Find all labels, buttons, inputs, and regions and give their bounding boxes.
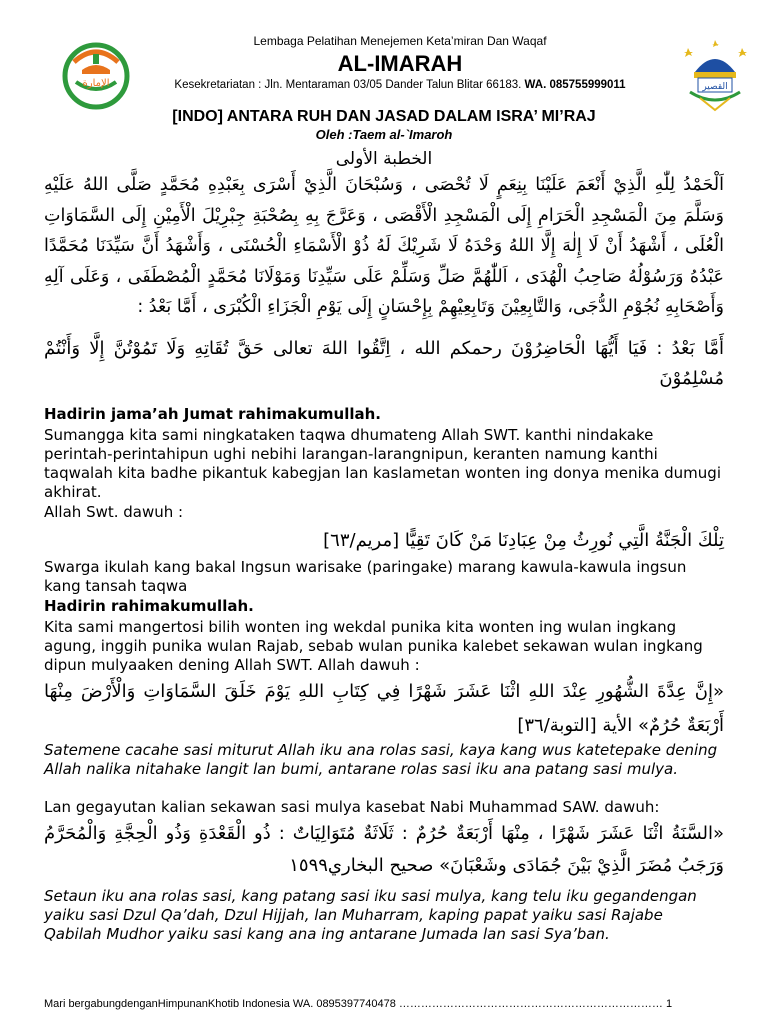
rajab-paragraph: Kita sami mangertosi bilih wonten ing wekdal punika kita wonten ing wulan ingkang agung, inggih punika wulan Rajab, sebab wulan punika kalebet sekawan wulan ingkang dipun mulyaaken dening Allah SWT. Allah dawuh : [44, 618, 703, 674]
organization-line: Lembaga Pelatihan Menejemen Keta’miran Dan Waqaf [253, 34, 547, 48]
address-text: Kesekretariatan : Jln. Mentaraman 03/05 Dander Talun Blitar 66183. [174, 79, 522, 91]
letterhead-text [140, 34, 660, 93]
hadith-arabic: «السَّنَةُ اثْنَا عَشَرَ شَهْرًا ، مِنْهَا أَرْبَعَةٌ حُرُمٌ : ثَلَاثَةٌ مُتَوَالِيَاتٌ : ذُو الْقَعْدَةِ وَذُو الْحِجَّةِ وَالْمُحَرَّمُ وَرَجَبُ مُضَرَ الَّذِيْ بَيْنَ جُمَادَى وشَعْبَانَ» صحيح البخاري١٥٩٩ [44, 823, 724, 876]
verse-taubah-translation: Satemene cacahe sasi miturut Allah iku ana rolas sasi, kaya kang wus katetepake dening Allah nalika nitahake langit lan bumi, antarane rolas sasi iku ana patang sasi mulya. [44, 741, 718, 778]
al-imarah-logo [60, 40, 132, 112]
document-title: [INDO] ANTARA RUH DAN JASAD DALAM ISRA’ MI’RAJ [172, 108, 596, 125]
letterhead [40, 30, 730, 102]
whatsapp-number: WA. 085755999011 [524, 79, 626, 91]
hadith-translation: Setaun iku ana rolas sasi, kang patang sasi iku sasi mulya, kang telu iku gegandengan yaiku sasi Dzul Qa’dah, Dzul Hijjah, lan Muharram, kaping papat yaiku sasi Rajabe Qabilah Mudhor yaiku sasi kang ana ing antarane Jumada lan sasi Sya’ban. [44, 887, 697, 943]
page-footer: Mari bergabungdenganHimpunanKhotib Indonesia WA. 0895397740478 ……………………………………………………………… 1 [44, 998, 673, 1010]
section-heading-jamaah: Hadirin jama’ah Jumat rahimakumullah. [44, 405, 381, 423]
verse-maryam-translation: Swarga ikulah kang bakal Ingsun warisake (paringake) marang kawula-kawula ingsun kang tansah taqwa [44, 558, 687, 595]
address-line [140, 77, 660, 93]
document-author: Oleh :Taem al-`Imaroh [315, 127, 453, 142]
khutbah-heading: الخطبة الأولى [335, 149, 433, 169]
taqwa-paragraph: Sumangga kita sami ningkataken taqwa dhumateng Allah SWT. kanthi nindakake perintah-perintahipun ughi nebihi larangan-larangnipun, keranten namung kanthi taqwalah kita badhe pikantuk kabegjan lan kaslametan wonten ing donya menika dumugi akhirat. [44, 426, 721, 501]
quran-verse-taubah: «إِنَّ عِدَّةَ الشُّهُورِ عِنْدَ اللهِ اثْنَا عَشَرَ شَهْرًا فِي كِتَابِ اللهِ يَوْمَ خَلَقَ السَّمَاوَاتِ وَالْأَرْضَ مِنْهَا أَرْبَعَةٌ حُرُمٌ» الأية [التوبة/٣٦] [44, 681, 724, 736]
allah-dawuh-label: Allah Swt. dawuh : [44, 503, 184, 521]
hadith-intro: Lan gegayutan kalian sekawan sasi mulya kasebat Nabi Muhammad SAW. dawuh: [44, 798, 660, 816]
svg-text:الإمارة: الإمارة [82, 78, 110, 89]
opening-arabic: اَلْحَمْدُ لِلّٰهِ الَّذِيْ أَنْعَمَ عَلَيْنَا بِنِعَمٍ لَا تُحْصَى ، وَسُبْحَانَ الَّذِيْ أَسْرَى بِعَبْدِهِ مُحَمَّدٍ صَلَّى اللهُ عَلَيْهِ وَسَلَّمَ مِنَ الْمَسْجِدِ الْحَرَامِ إِلَى الْمَسْجِدِ الْأَقْصَى ، وَعَرَّجَ بِهِ بِصُحْبَةِ جِبْرِيْلَ الْأَمِيْنِ إِلَى السَّمَاوَاتِ الْعُلَى ، أَشْهَدُ أَنْ لَا إِلٰهَ إِلَّا اللهُ وَحْدَهُ لَا شَرِيْكَ لَهُ ذُوْ الْأَسْمَاءِ الْحُسْنَى ، وَأَشْهَدُ أَنَّ سَيِّدَنَا مُحَمَّدًا عَبْدُهُ وَرَسُوْلُهُ صَاحِبُ الْهُدَى ، اَللّٰهُمَّ صَلِّ وَسَلِّمْ عَلَى سَيِّدِنَا وَمَوْلَانَا مُحَمَّدٍ الْمُصْطَفَى ، وَعَلَى آلِهِ وَأَصْحَابِهِ نُجُوْمِ الدُّجَى، وَالتَّابِعِيْنَ وَتَابِعِيْهِمْ بِإِحْسَانٍ إِلَى يَوْمِ الْجَزَاءِ الْكُبْرَى ، أَمَّا بَعْدُ : [44, 175, 724, 317]
section-heading-hadirin: Hadirin rahimakumullah. [44, 597, 254, 615]
mosque-emblem-logo [680, 38, 750, 118]
organization-name: AL-IMARAH [337, 51, 463, 76]
taqwa-exhortation-arabic: أَمَّا بَعْدُ : فَيَا أَيُّهَا الْحَاضِرُوْنَ رحمكم الله ، اِتَّقُوا اللهَ تعالى حَقَّ تُقَاتِهِ وَلَا تَمُوْتُنَّ إِلَّا وَأَنْتُمْ مُسْلِمُوْنَ [44, 338, 724, 389]
svg-text:القصير: القصير [702, 82, 728, 92]
quran-verse-maryam: تِلْكَ الْجَنَّةُ الَّتِي نُورِثُ مِنْ عِبَادِنَا مَنْ كَانَ تَقِيًّا [مريم/٦٣] [323, 530, 724, 551]
